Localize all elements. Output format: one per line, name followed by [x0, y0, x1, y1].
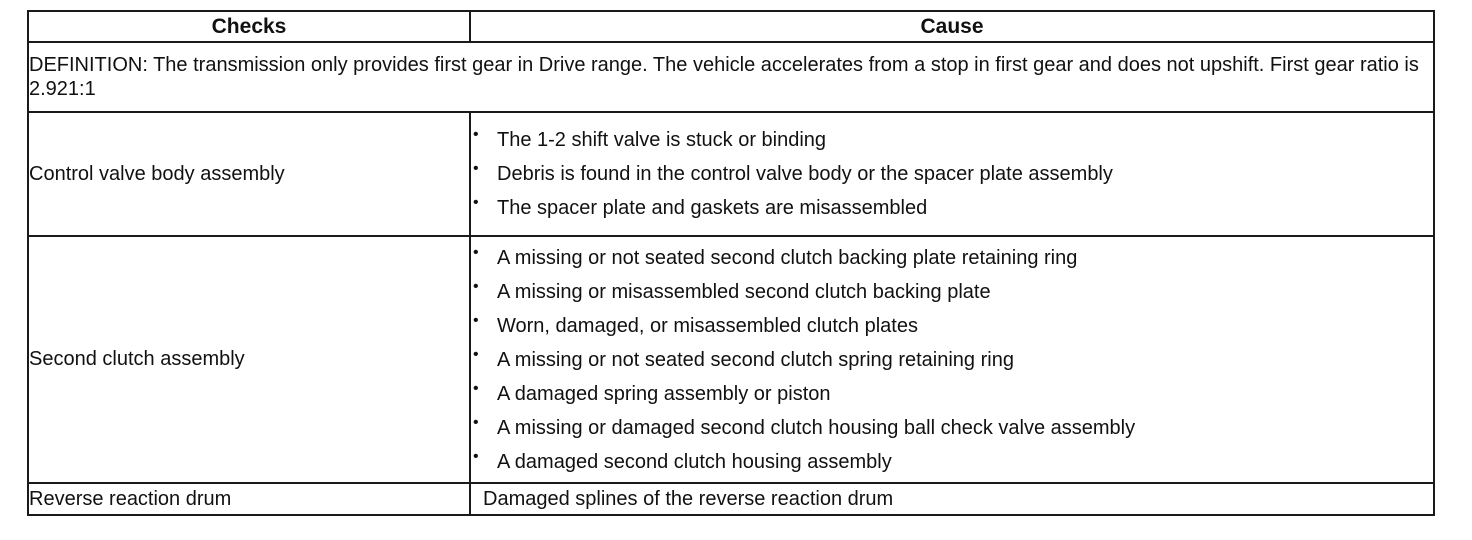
definition-row: [28, 42, 1434, 112]
cause-list-item: [471, 241, 1433, 275]
cause-text: Worn, damaged, or misassembled clutch plates: [497, 314, 918, 337]
cause-text: A missing or damaged second clutch housing ball check valve assembly: [497, 416, 1136, 439]
bullet-icon: •: [473, 277, 479, 295]
check-cell: Reverse reaction drum: [28, 483, 470, 515]
cause-text: A damaged spring assembly or piston: [497, 382, 831, 405]
cause-text: Debris is found in the control valve body or the spacer plate assembly: [497, 163, 1113, 185]
cause-cell: Damaged splines of the reverse reaction drum: [470, 483, 1434, 515]
table-row: [28, 112, 1434, 236]
bullet-icon: •: [473, 194, 479, 211]
bullet-icon: •: [473, 311, 479, 329]
cause-list-item: [471, 191, 1433, 225]
cause-list-item: [471, 343, 1433, 377]
cause-list-item: [471, 157, 1433, 191]
cause-list-item: [471, 123, 1433, 157]
cause-cell: [470, 236, 1434, 483]
check-cell: Control valve body assembly: [28, 112, 470, 236]
cause-list-item: [471, 377, 1433, 411]
bullet-icon: •: [473, 126, 479, 143]
cause-text: A missing or not seated second clutch backing plate retaining ring: [497, 246, 1078, 269]
bullet-icon: •: [473, 379, 479, 397]
table-row: [28, 236, 1434, 483]
column-header-checks: Checks: [28, 11, 470, 42]
bullet-icon: •: [473, 243, 479, 261]
bullet-icon: •: [473, 413, 479, 431]
cause-list-item: [471, 275, 1433, 309]
table-row: [28, 483, 1434, 515]
cause-text: A missing or not seated second clutch spring retaining ring: [497, 348, 1014, 371]
diagnostic-table-container: [27, 10, 1433, 516]
cause-cell: [470, 112, 1434, 236]
bullet-icon: •: [473, 160, 479, 177]
diagnostic-table: [27, 10, 1435, 516]
table-header-row: [28, 11, 1434, 42]
cause-text: A missing or misassembled second clutch backing plate: [497, 280, 991, 303]
bullet-icon: •: [473, 345, 479, 363]
cause-list-item: [471, 411, 1433, 445]
definition-text: DEFINITION: The transmission only provides first gear in Drive range. The vehicle accelerates from a stop in first gear and does not upshift. First gear ratio is 2.921:1: [28, 42, 1434, 112]
cause-list-item: [471, 445, 1433, 479]
column-header-cause: Cause: [470, 11, 1434, 42]
bullet-icon: •: [473, 447, 479, 465]
cause-text: The 1-2 shift valve is stuck or binding: [497, 129, 827, 151]
cause-text: A damaged second clutch housing assembly: [497, 450, 892, 473]
check-cell: Second clutch assembly: [28, 236, 470, 483]
cause-list-item: [471, 309, 1433, 343]
cause-text: The spacer plate and gaskets are misassembled: [497, 197, 928, 219]
cause-list: [471, 123, 1433, 225]
cause-list: [471, 241, 1433, 479]
